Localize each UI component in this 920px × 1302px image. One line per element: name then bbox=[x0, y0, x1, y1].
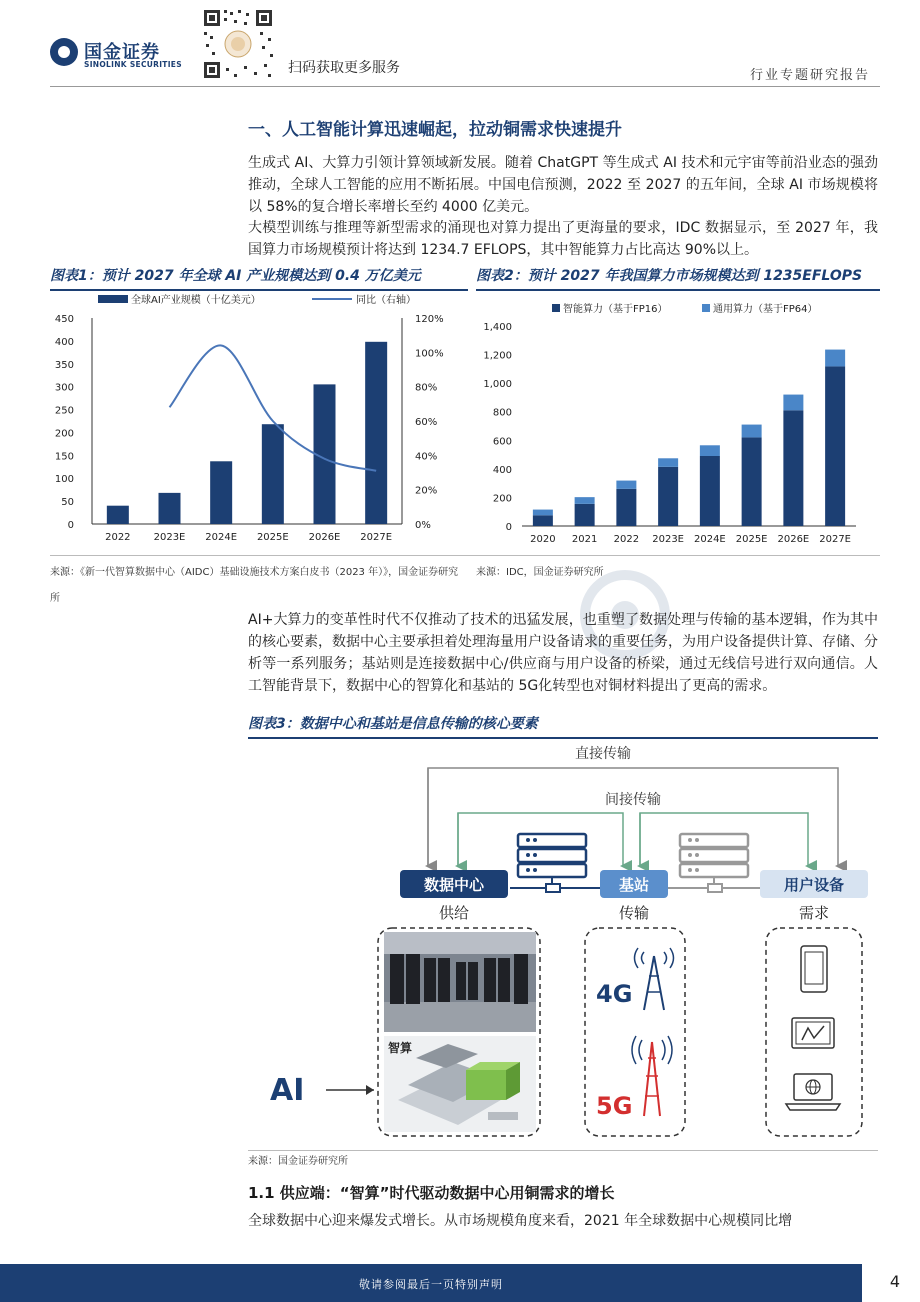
header-divider bbox=[50, 86, 880, 87]
y2-tick-label: 80% bbox=[415, 382, 438, 394]
y-tick-label: 400 bbox=[54, 336, 74, 348]
x-tick-label: 2025E bbox=[735, 534, 768, 545]
direct-transmission-label: 直接传输 bbox=[575, 746, 631, 762]
bar-ai-scale bbox=[107, 506, 129, 524]
y-tick-label: 0 bbox=[505, 522, 512, 533]
bar-intelligent-compute bbox=[575, 504, 595, 526]
figure-3-divider bbox=[248, 1150, 878, 1151]
legend-label-line: 同比（右轴） bbox=[356, 295, 416, 306]
paragraph-4: 全球数据中心迎来爆发式增长。从市场规模角度来看，2021 年全球数据中心规模同比增 bbox=[248, 1213, 793, 1229]
y-tick-label: 1,400 bbox=[483, 322, 512, 333]
logo-cn-text: 国金证券 bbox=[84, 42, 160, 63]
x-tick-label: 2026E bbox=[308, 532, 341, 543]
qr-code-icon[interactable] bbox=[200, 6, 276, 82]
ai-label: AI bbox=[270, 1073, 305, 1108]
laptop-icon bbox=[786, 1074, 840, 1110]
bar-general-compute bbox=[533, 510, 553, 516]
sinolink-logo-icon bbox=[50, 38, 78, 66]
x-tick-label: 2022 bbox=[613, 534, 640, 545]
y-tick-label: 800 bbox=[492, 407, 512, 419]
bar-intelligent-compute bbox=[616, 489, 636, 526]
server-icon-blue bbox=[510, 834, 600, 892]
y2-tick-label: 20% bbox=[415, 485, 438, 497]
figure-2-title: 图表2：预计 2027 年我国算力市场规模达到 1235EFLOPS bbox=[476, 265, 880, 291]
page-header bbox=[0, 0, 920, 90]
ai-arrow-head bbox=[366, 1085, 374, 1095]
figure-2-source: 来源：IDC，国金证券研究所 bbox=[476, 567, 604, 578]
bar-intelligent-compute bbox=[700, 456, 720, 526]
x-tick-label: 2023E bbox=[153, 532, 186, 543]
y2-tick-label: 100% bbox=[415, 348, 444, 360]
data-center-label: 数据中心 bbox=[423, 876, 485, 894]
y-tick-label: 0 bbox=[67, 520, 74, 531]
bar-ai-scale bbox=[365, 342, 387, 524]
direct-transmission-line bbox=[428, 768, 838, 866]
bar-general-compute bbox=[575, 497, 595, 504]
y-tick-label: 350 bbox=[54, 359, 74, 371]
figure-1-source: 来源：《新一代智算数据中心（AIDC）基础设施技术方案白皮书（2023 年）》，国金证券研究所 bbox=[50, 567, 459, 604]
bar-general-compute bbox=[742, 425, 762, 438]
x-tick-label: 2021 bbox=[571, 534, 598, 545]
tablet-icon bbox=[792, 1018, 834, 1048]
page-number: 4 bbox=[889, 1272, 900, 1291]
footer-disclaimer: 敬请参阅最后一页特别声明 bbox=[359, 1278, 503, 1291]
bar-ai-scale bbox=[210, 461, 232, 524]
figure-3-title: 图表3：数据中心和基站是信息传输的核心要素 bbox=[248, 713, 878, 739]
x-tick-label: 2024E bbox=[693, 534, 726, 545]
y-tick-label: 150 bbox=[54, 451, 74, 463]
legend-label-general: 通用算力（基于FP64） bbox=[713, 304, 818, 315]
bar-intelligent-compute bbox=[825, 366, 845, 526]
report-type-label: 行业专题研究报告 bbox=[749, 68, 870, 83]
indirect-transmission-label: 间接传输 bbox=[605, 792, 661, 808]
bar-intelligent-compute bbox=[783, 410, 803, 526]
x-tick-label: 2023E bbox=[652, 534, 685, 545]
bar-general-compute bbox=[616, 481, 636, 489]
supply-caption: 供给 bbox=[438, 904, 470, 922]
legend-swatch-intelligent bbox=[552, 304, 560, 312]
x-tick-label: 2027E bbox=[819, 534, 852, 545]
transmission-caption: 传输 bbox=[618, 904, 650, 922]
y-tick-label: 100 bbox=[54, 474, 74, 486]
paragraph-2: 大模型训练与推理等新型需求的涌现也对算力提出了更海量的要求，IDC 数据显示，至 2027 年，我国算力市场规模预计将达到 1234.7 EFLOPS，其中智能算力占比高达 90%以上。 bbox=[248, 220, 878, 258]
chart-china-compute-scale bbox=[476, 292, 880, 550]
y2-tick-label: 120% bbox=[415, 314, 444, 325]
tower-5g-icon bbox=[632, 1036, 672, 1116]
y-tick-label: 300 bbox=[54, 382, 74, 394]
x-tick-label: 2020 bbox=[530, 534, 556, 545]
section-title: 一、人工智能计算迅速崛起，拉动铜需求快速提升 bbox=[248, 120, 622, 140]
paragraph-3: AI+大算力的变革性时代不仅推动了技术的迅猛发展，也重塑了数据处理与传输的基本逻辑，作为其中的核心要素，数据中心主要承担着处理海量用户设备请求的重要任务，为用户设备提供计算、存储、分析等一系列服务；基站则是连接数据中心/供应商与用户设备的桥梁，通过无线信号进行双向通信。人工智能背景下，数据中心的智算化和基站的 5G化转型也对铜材料提出了更高的需求。 bbox=[248, 612, 878, 694]
y-tick-label: 1,200 bbox=[483, 350, 512, 362]
legend-label-intelligent: 智能算力（基于FP16） bbox=[563, 304, 668, 315]
demand-box bbox=[766, 928, 862, 1136]
legend-swatch-general bbox=[702, 304, 710, 312]
user-device-label: 用户设备 bbox=[783, 876, 845, 894]
y-tick-label: 50 bbox=[61, 497, 74, 509]
figure-1-title: 图表1：预计 2027 年全球 AI 产业规模达到 0.4 万亿美元 bbox=[50, 265, 468, 291]
bar-intelligent-compute bbox=[742, 437, 762, 526]
x-tick-label: 2024E bbox=[205, 532, 238, 543]
y-tick-label: 250 bbox=[54, 405, 74, 417]
x-tick-label: 2022 bbox=[105, 532, 131, 543]
logo-en-text: SINOLINK SECURITIES bbox=[84, 60, 182, 69]
paragraph-1: 生成式 AI、大算力引领计算领域新发展。随着 ChatGPT 等生成式 AI 技术和元宇宙等前沿业态的强劲推动，全球人工智能的应用不断拓展。中国电信预测，2022 至 2027 的五年间，全球 AI 市场规模将以 58%的复合增长率增长至约 4000 亿美元。 bbox=[248, 155, 878, 215]
y2-tick-label: 0% bbox=[415, 520, 431, 531]
source-divider bbox=[50, 555, 880, 556]
bar-general-compute bbox=[825, 350, 845, 367]
phone-icon bbox=[801, 946, 827, 992]
data-center-photo bbox=[384, 932, 536, 1032]
y-tick-label: 450 bbox=[54, 314, 74, 325]
data-transmission-diagram bbox=[248, 740, 878, 1150]
bar-general-compute bbox=[700, 445, 720, 456]
legend-swatch-bar bbox=[98, 295, 128, 303]
figure-3-source: 来源：国金证券研究所 bbox=[248, 1156, 348, 1167]
y2-tick-label: 60% bbox=[415, 417, 438, 428]
chart-global-ai-scale bbox=[50, 292, 468, 550]
x-tick-label: 2026E bbox=[777, 534, 810, 545]
y-tick-label: 600 bbox=[492, 436, 512, 448]
base-station-label: 基站 bbox=[618, 876, 650, 894]
legend-label-bar: 全球AI产业规模（十亿美元） bbox=[131, 295, 261, 306]
y2-tick-label: 40% bbox=[415, 451, 438, 463]
smart-compute-label: 智算 bbox=[388, 1041, 413, 1055]
demand-caption: 需求 bbox=[798, 904, 830, 922]
y-tick-label: 400 bbox=[492, 464, 512, 476]
bar-intelligent-compute bbox=[658, 467, 678, 526]
x-tick-label: 2025E bbox=[256, 532, 289, 543]
bar-general-compute bbox=[783, 395, 803, 411]
server-icon-gray bbox=[668, 834, 760, 892]
bar-intelligent-compute bbox=[533, 515, 553, 526]
y-tick-label: 1,000 bbox=[483, 379, 512, 391]
label-5g: 5G bbox=[596, 1092, 633, 1120]
bar-general-compute bbox=[658, 458, 678, 467]
subsection-title: 1.1 供应端：“智算”时代驱动数据中心用铜需求的增长 bbox=[248, 1184, 615, 1202]
scan-service-text: 扫码获取更多服务 bbox=[288, 60, 400, 76]
label-4g: 4G bbox=[596, 980, 633, 1008]
bar-ai-scale bbox=[262, 424, 284, 524]
y-tick-label: 200 bbox=[492, 493, 512, 505]
y-tick-label: 200 bbox=[54, 428, 74, 440]
bar-ai-scale bbox=[159, 493, 181, 524]
x-tick-label: 2027E bbox=[360, 532, 393, 543]
